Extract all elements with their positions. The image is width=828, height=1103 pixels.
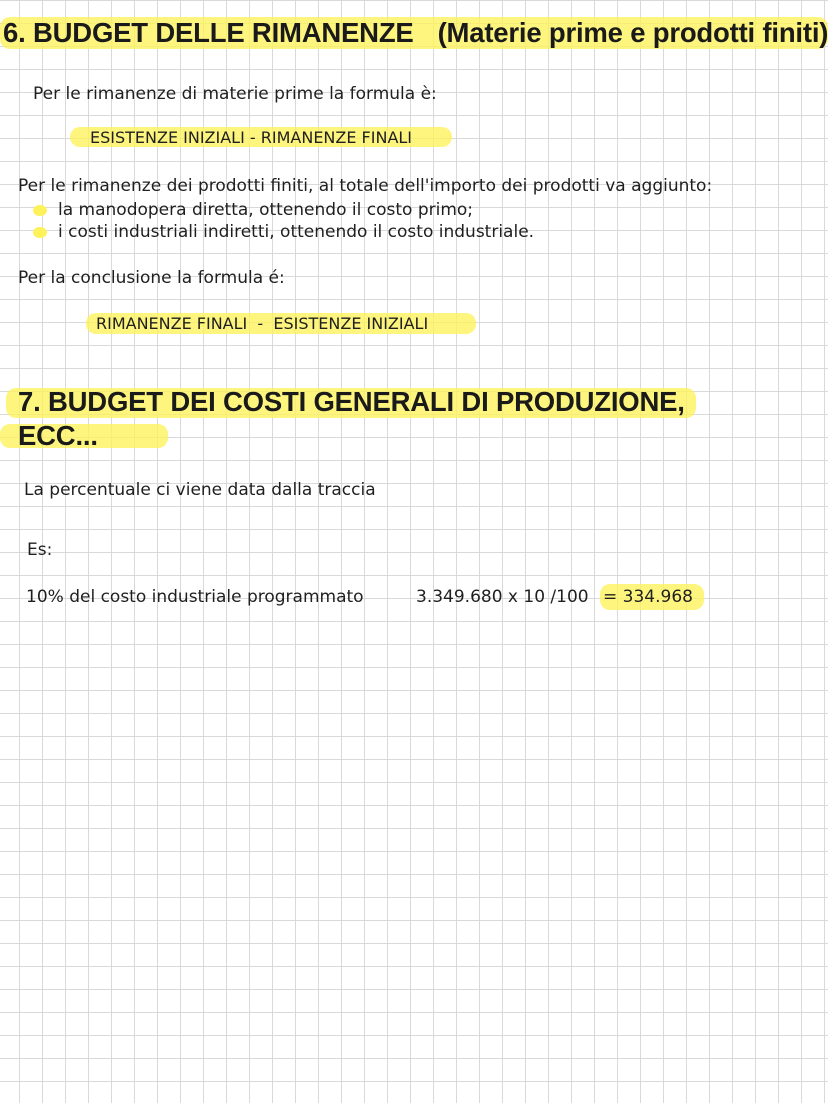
section-6-title — [3, 17, 828, 49]
example-result: = 334.968 — [603, 587, 693, 607]
intro-materie-prime: Per le rimanenze di materie prime la formula è: — [33, 84, 437, 104]
section-7-title-line1: 7. BUDGET DEI COSTI GENERALI DI PRODUZIONE, — [18, 386, 685, 417]
formula-conclusione: RIMANENZE FINALI - ESISTENZE INIZIALI — [96, 314, 429, 333]
bullet-item-1: la manodopera diretta, ottenendo il costo primo; — [58, 200, 474, 220]
formula-materie-prime: ESISTENZE INIZIALI - RIMANENZE FINALI — [90, 128, 413, 147]
example-label: Es: — [27, 540, 53, 560]
intro-prodotti-finiti: Per le rimanenze dei prodotti finiti, al totale dell'importo dei prodotti va aggiunto: — [18, 176, 713, 196]
section-7-intro: La percentuale ci viene data dalla traccia — [24, 480, 376, 500]
example-calculation: 3.349.680 x 10 /100 — [416, 587, 589, 607]
bullet-dot-1 — [33, 205, 47, 216]
section-7-title-line2: ECC... — [18, 420, 98, 451]
bullet-item-2: i costi industriali indiretti, ottenendo il costo industriale. — [58, 222, 535, 242]
section-6-subtitle: (Materie prime e prodotti finiti) — [437, 17, 828, 48]
section-6-title-main: 6. BUDGET DELLE RIMANENZE — [3, 17, 414, 48]
example-text: 10% del costo industriale programmato — [26, 587, 364, 607]
bullet-dot-2 — [33, 227, 47, 238]
intro-conclusione: Per la conclusione la formula é: — [18, 268, 285, 288]
